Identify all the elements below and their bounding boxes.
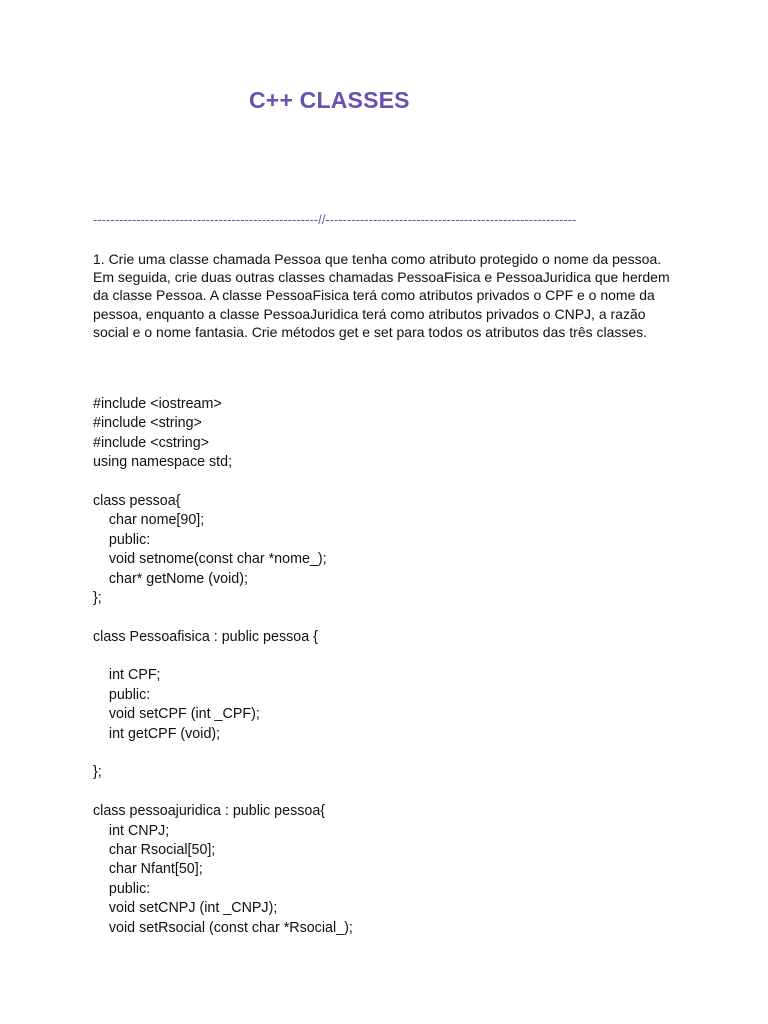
code-line: class pessoajuridica : public pessoa{ bbox=[93, 803, 326, 820]
code-line: }; bbox=[93, 764, 102, 781]
code-line: void setRsocial (const char *Rsocial_); bbox=[93, 919, 353, 936]
code-line bbox=[93, 608, 353, 627]
code-line: char Rsocial[50]; bbox=[93, 841, 216, 858]
code-line: class pessoa{ bbox=[93, 492, 181, 509]
code-line: int CNPJ; bbox=[93, 822, 170, 839]
code-block bbox=[93, 395, 353, 938]
section-separator: ----------------------------------------------------//---------------------------------------------------------- bbox=[93, 212, 577, 227]
code-line: void setnome(const char *nome_); bbox=[93, 551, 327, 568]
exercise-statement: 1. Crie uma classe chamada Pessoa que tenha como atributo protegido o nome da pessoa. Em seguida, crie duas outras classes chamadas PessoaFisica e PessoaJuridica que herdem da classe Pessoa. A classe PessoaFisica terá como atributos privados o CPF e o nome da pessoa, enquanto a classe PessoaJuridica terá como atributos privados o CNPJ, a razão social e o nome fantasia. Crie métodos get e set para todos os atributos das três classes. bbox=[93, 251, 670, 340]
code-line: void setCPF (int _CPF); bbox=[93, 706, 260, 723]
code-line: void setCNPJ (int _CNPJ); bbox=[93, 900, 278, 917]
code-line: int CPF; bbox=[93, 667, 161, 684]
code-line: char* getNome (void); bbox=[93, 570, 248, 587]
code-line: char nome[90]; bbox=[93, 512, 205, 529]
code-line bbox=[93, 473, 353, 492]
code-line: char Nfant[50]; bbox=[93, 861, 203, 878]
code-line: #include <cstring> bbox=[93, 434, 210, 451]
code-line bbox=[93, 744, 353, 763]
code-line: using namespace std; bbox=[93, 454, 233, 471]
code-line: class Pessoafisica : public pessoa { bbox=[93, 628, 318, 645]
code-line: }; bbox=[93, 589, 102, 606]
code-line: int getCPF (void); bbox=[93, 725, 221, 742]
code-line: public: bbox=[93, 531, 151, 548]
code-line bbox=[93, 783, 353, 802]
code-line: #include <iostream> bbox=[93, 396, 222, 412]
code-line: public: bbox=[93, 686, 151, 703]
code-line: public: bbox=[93, 880, 151, 897]
code-line bbox=[93, 647, 353, 666]
document-title: C++ CLASSES bbox=[249, 87, 410, 113]
code-line: #include <string> bbox=[93, 415, 202, 432]
